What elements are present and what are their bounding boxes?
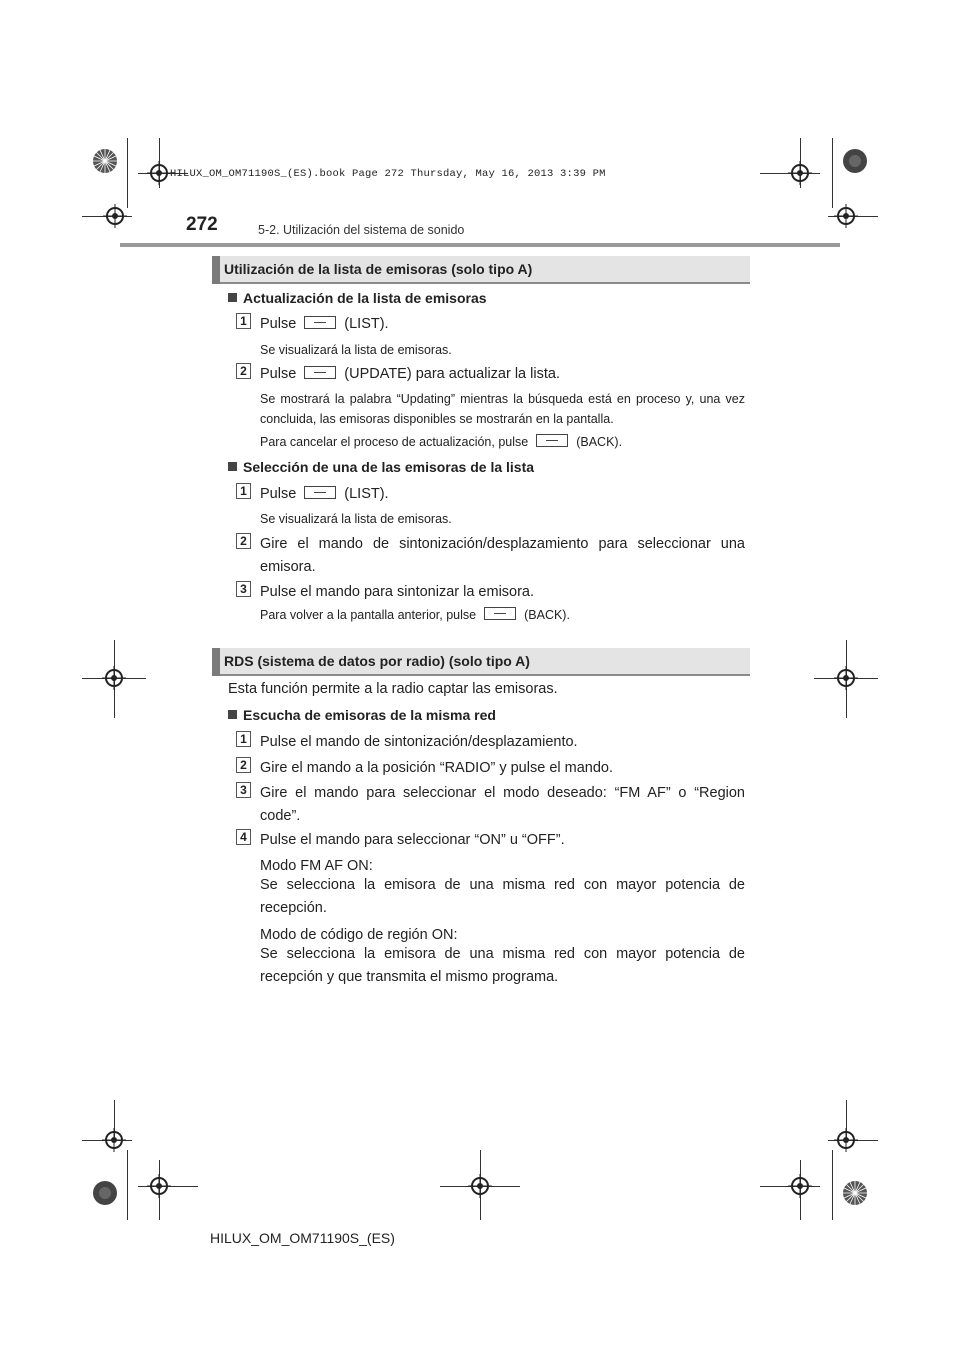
subsection-heading: Escucha de emisoras de la misma red <box>228 707 496 723</box>
registration-crosshair-icon <box>834 666 858 690</box>
bullet-square-icon <box>228 462 237 471</box>
registration-crosshair-icon <box>102 666 126 690</box>
section-tab <box>212 648 220 676</box>
step-note: Para cancelar el proceso de actualización, pulse (BACK). <box>260 435 623 449</box>
step-note: Se mostrará la palabra “Updating” mientras la búsqueda está en proceso y, una vez concluida, las emisoras disponibles se mostrarán en la pantalla. <box>260 392 745 426</box>
button-icon <box>304 366 336 379</box>
book-stamp: HILUX_OM_OM71190S_(ES).book Page 272 Thursday, May 16, 2013 3:39 PM <box>170 168 606 180</box>
registration-crosshair-icon <box>102 1128 126 1152</box>
button-icon <box>536 434 568 447</box>
step-text: Pulse (UPDATE) para actualizar la lista. <box>260 366 560 382</box>
registration-crosshair-icon <box>834 1128 858 1152</box>
step-text: Pulse (LIST). <box>260 486 389 502</box>
step-number: 1 <box>236 313 251 329</box>
star-wheel-icon <box>842 1180 868 1206</box>
button-icon <box>304 316 336 329</box>
registration-crosshair-icon <box>788 1174 812 1198</box>
section-title-bar <box>212 648 750 676</box>
registration-crosshair-icon <box>834 204 858 228</box>
mode-description: Se selecciona la emisora de una misma red con mayor potencia de recepción y que transmita el mismo programa. <box>260 946 745 985</box>
registration-crosshair-icon <box>147 161 171 185</box>
step-text: Pulse (LIST). <box>260 316 389 332</box>
step-text: Gire el mando de sintonización/desplazamiento para seleccionar una emisora. <box>260 536 745 575</box>
bullet-square-icon <box>228 710 237 719</box>
step-number: 2 <box>236 363 251 379</box>
section-title: RDS (sistema de datos por radio) (solo tipo A) <box>224 653 530 669</box>
step-number: 1 <box>236 731 251 747</box>
section-title-bar <box>212 256 750 284</box>
star-wheel-icon <box>92 148 118 174</box>
step-number: 2 <box>236 533 251 549</box>
chapter-title: 5-2. Utilización del sistema de sonido <box>258 223 465 237</box>
step-text: Gire el mando para seleccionar el modo deseado: “FM AF” o “Region code”. <box>260 785 745 824</box>
subsection-heading: Actualización de la lista de emisoras <box>228 290 487 306</box>
header-rule <box>120 243 840 247</box>
registration-crosshair-icon <box>468 1174 492 1198</box>
step-text: Pulse el mando para sintonizar la emisora. <box>260 584 535 600</box>
section-intro: Esta función permite a la radio captar las emisoras. <box>228 681 558 697</box>
step-note: Se visualizará la lista de emisoras. <box>260 512 452 526</box>
registration-crosshair-icon <box>147 1174 171 1198</box>
step-number: 2 <box>236 757 251 773</box>
mode-title: Modo de código de región ON: <box>260 927 458 943</box>
step-text: Gire el mando a la posición “RADIO” y pulse el mando. <box>260 760 613 776</box>
star-wheel-icon <box>842 148 868 174</box>
mode-description: Se selecciona la emisora de una misma red con mayor potencia de recepción. <box>260 877 745 916</box>
registration-crosshair-icon <box>103 204 127 228</box>
step-number: 1 <box>236 483 251 499</box>
step-text: Pulse el mando de sintonización/desplazamiento. <box>260 734 578 750</box>
star-wheel-icon <box>92 1180 118 1206</box>
step-note: Se visualizará la lista de emisoras. <box>260 343 452 357</box>
page-number: 272 <box>186 214 218 235</box>
step-text: Pulse el mando para seleccionar “ON” u “OFF”. <box>260 832 565 848</box>
bullet-square-icon <box>228 293 237 302</box>
button-icon <box>484 607 516 620</box>
step-number: 3 <box>236 782 251 798</box>
section-tab <box>212 256 220 284</box>
registration-crosshair-icon <box>788 161 812 185</box>
footer-code: HILUX_OM_OM71190S_(ES) <box>210 1230 395 1246</box>
step-note: Para volver a la pantalla anterior, pulse (BACK). <box>260 608 570 622</box>
mode-title: Modo FM AF ON: <box>260 858 373 874</box>
button-icon <box>304 486 336 499</box>
section-title: Utilización de la lista de emisoras (solo tipo A) <box>224 261 533 277</box>
subsection-heading: Selección de una de las emisoras de la lista <box>228 459 534 475</box>
step-number: 4 <box>236 829 251 845</box>
step-number: 3 <box>236 581 251 597</box>
